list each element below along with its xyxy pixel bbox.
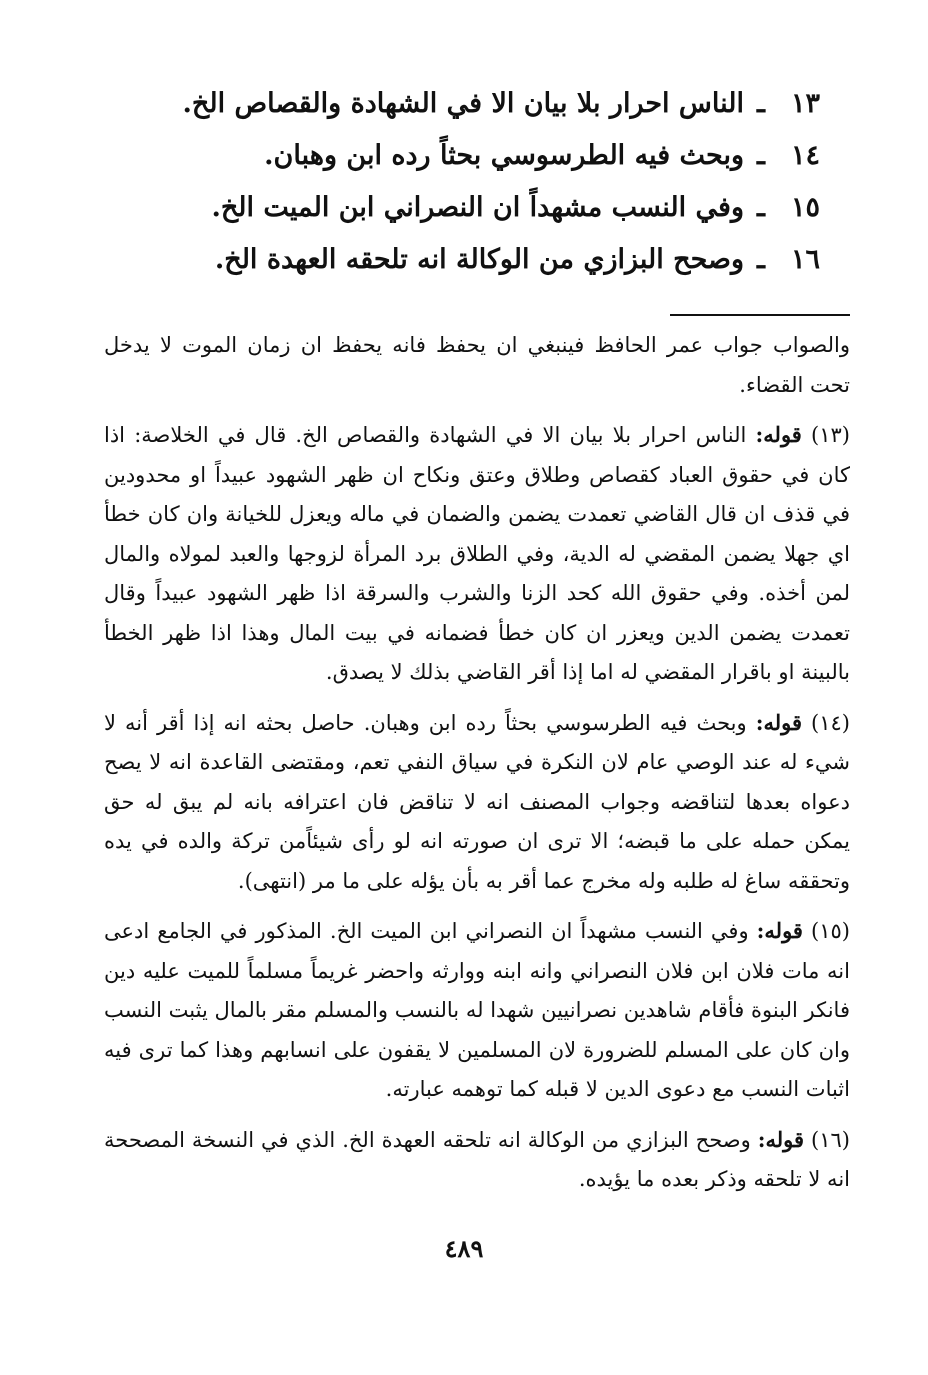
list-item-text: وفي النسب مشهداً ان النصراني ابن الميت الخ.	[211, 192, 744, 223]
page-number: ٤٨٩	[444, 1234, 484, 1263]
footnote-separator-rule	[670, 314, 850, 316]
commentary-body	[104, 326, 850, 1200]
list-item-text: الناس احرار بلا بيان الا في الشهادة والقصاص الخ.	[182, 88, 744, 119]
list-item	[100, 130, 820, 182]
list-item-number: ١٣	[790, 88, 820, 119]
note-paragraph	[104, 1120, 850, 1200]
intro-paragraph: والصواب جواب عمر الحافظ فينبغي ان يحفظ فانه يحفظ ان زمان الموت لا يدخل تحت القضاء.	[104, 333, 850, 397]
list-item-dash: ـ	[757, 88, 765, 119]
note-paragraph	[104, 911, 850, 1110]
note-keyword: قوله:	[756, 918, 803, 943]
list-item-number: ١٦	[790, 244, 820, 275]
note-text: وصحح البزازي من الوكالة انه تلحقه العهدة الخ. الذي في النسخة المصححة انه لا تلحقه وذكر بعده ما يؤيده.	[104, 1127, 850, 1191]
list-item-dash: ـ	[757, 192, 765, 223]
list-item-number: ١٤	[790, 140, 820, 171]
quoted-text-list	[100, 78, 820, 286]
list-item-text: وصحح البزازي من الوكالة انه تلحقه العهدة الخ.	[214, 244, 744, 275]
note-text: وفي النسب مشهداً ان النصراني ابن الميت الخ. المذكور في الجامع ادعى انه مات فلان ابن فلان النصراني وانه ابنه ووارثه واحضر غريماً مسلماً للميت عليه دين فانكر البنوة فأقام شاهدين نصرانيين شهدا له بالنسب والمسلم مقر بالمال يثبت النسب وان كان على المسلم للضرورة لان المسلمين لا يقفون على انسابهم وهذا كما ترى فيه اثبات النسب مع دعوى الدين لا قبله كما توهمه عبارته.	[104, 919, 850, 1101]
note-number: (١٥)	[811, 919, 850, 943]
list-item	[100, 182, 820, 234]
list-item	[100, 78, 820, 130]
note-keyword: قوله:	[757, 1126, 805, 1152]
list-item-dash: ـ	[757, 140, 765, 171]
note-number: (١٤)	[811, 710, 850, 735]
note-keyword: قوله:	[755, 709, 802, 735]
note-number: (١٣)	[811, 423, 850, 447]
note-paragraph	[104, 415, 850, 693]
note-number: (١٦)	[811, 1127, 850, 1152]
list-item-text: وبحث فيه الطرسوسي بحثاً رده ابن وهبان.	[264, 140, 744, 171]
note-keyword: قوله:	[755, 422, 802, 447]
list-item	[100, 234, 820, 286]
list-item-number: ١٥	[790, 192, 820, 223]
note-text: الناس احرار بلا بيان الا في الشهادة والقصاص الخ. قال في الخلاصة: اذا كان في حقوق العباد كقصاص وطلاق وعتق ونكاح ان ظهر الشهود عبيداً او محدودين في قذف ان قال القاضي تعمدت يضمن والضمان في ماله ويعزل للخيانة وان كان خطأ اي جهلا يضمن المقضي له الدية، وفي الطلاق برد المرأة لزوجها والعبد لمولاه والمال لمن أخذه. وفي حقوق الله كحد الزنا والشرب والسرقة اذا ظهر الشهود عبيداً وقال تعمدت يضمن الدين ويعزر ان كان خطأ فضمانه في بيت المال وهذا اذا ظهر الخطأ بالبينة او باقرار المقضي له اما إذا أقر القاضي بذلك لا يصدق.	[104, 423, 850, 684]
note-paragraph	[104, 703, 850, 902]
list-item-dash: ـ	[757, 244, 765, 275]
note-text: وبحث فيه الطرسوسي بحثاً رده ابن وهبان. حاصل بحثه انه إذا أقر أنه لا شيء له عند الوصي عام لان النكرة في سياق النفي تعم، ومقتضى القاعدة انه لا يصح دعواه بعدها لتناقضه وجواب المصنف انه لا تناقض فان اعترافه بانه لم يبق له حق يمكن حمله على ما قبضه؛ الا ترى ان صورته انه لو رأى شيئاًمن تركة والده في يده وتحققه ساغ له طلبه وله مخرج عما أقر به بأن يؤله على ما مر (انتهى).	[104, 710, 850, 893]
